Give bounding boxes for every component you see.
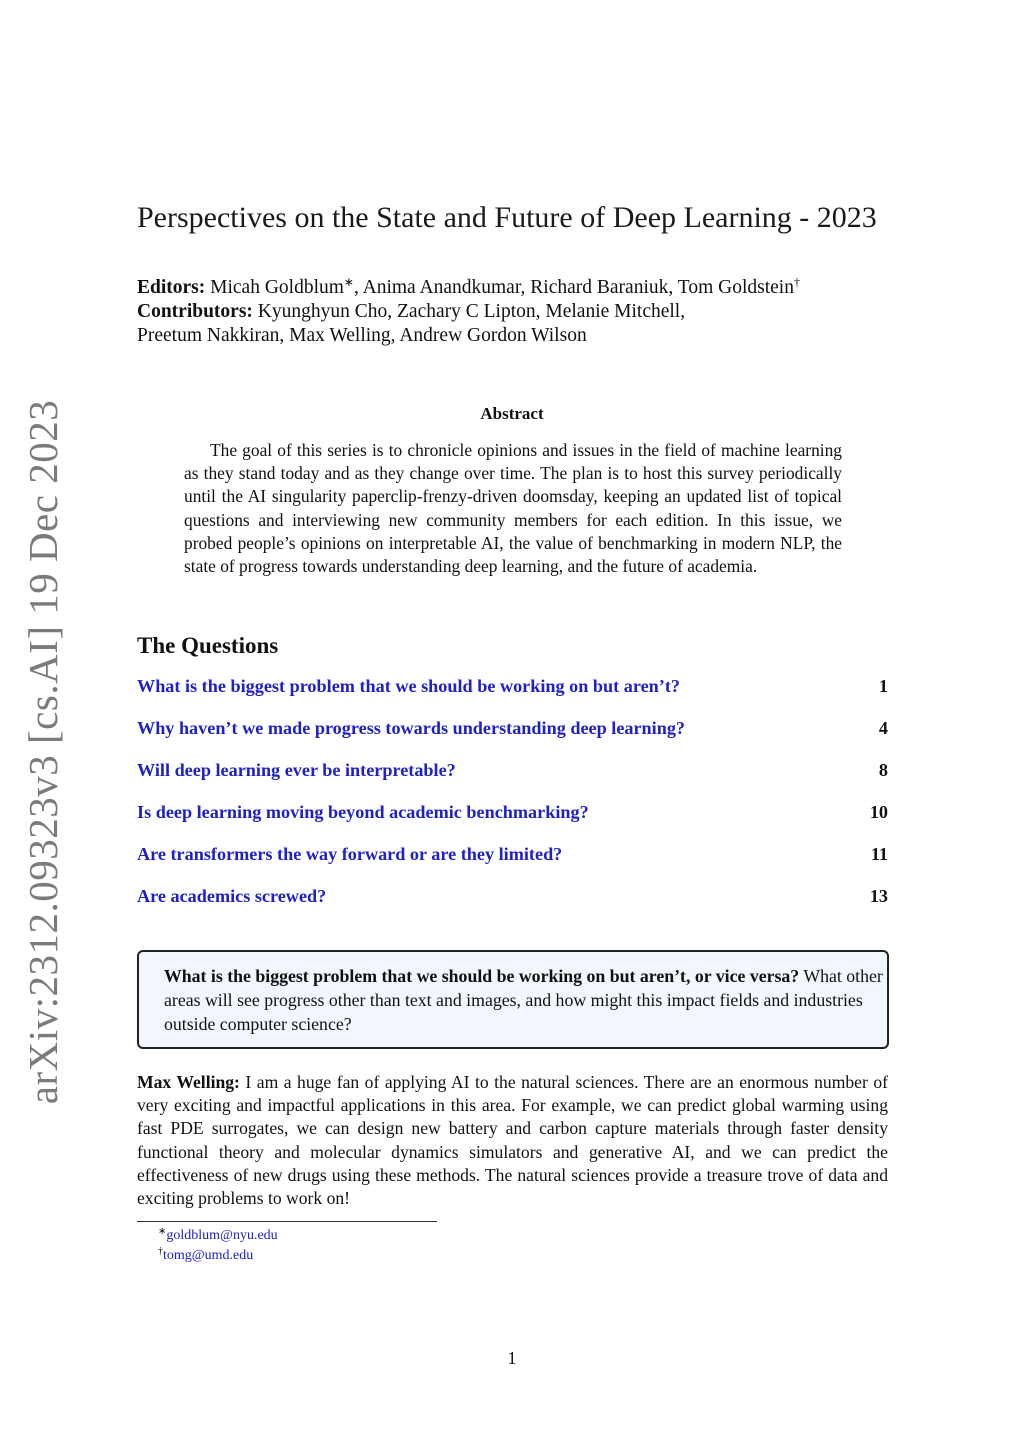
toc-page-number: 4 [878, 718, 888, 738]
footnote-rule [137, 1221, 437, 1222]
paper-title: Perspectives on the State and Future of Deep Learning - 2023 [137, 201, 877, 234]
toc-page-number: 13 [869, 886, 888, 906]
footnote-email-link[interactable]: tomg@umd.edu [163, 1248, 254, 1263]
question-box [137, 950, 889, 1049]
abstract-heading: Abstract [480, 404, 544, 423]
editors-label: Editors: [137, 277, 206, 298]
contributors-line [137, 300, 897, 324]
answer-text: I am a huge fan of applying AI to the natural sciences. There are an enormous number of very exciting and impactful applications in this area. For example, we can predict global warming using fast PDE surrogates, we can design new battery and carbon capture materials through faster density functional theory and molecular dynamics simulators and generative AI, and we can predict the effectiveness of new drugs using these methods. The natural sciences provide a treasure trove of data and exciting problems to work on! [137, 1072, 888, 1209]
contributors-label: Contributors: [137, 301, 253, 322]
toc-page-number: 8 [878, 760, 888, 780]
toc-row [137, 718, 888, 760]
editor-footnote-mark-1[interactable]: ∗ [343, 275, 354, 289]
footnote-email-link[interactable]: goldblum@nyu.edu [166, 1228, 278, 1243]
footnote-1 [158, 1226, 278, 1246]
toc-page-number: 1 [878, 676, 888, 696]
editors-names-rest: , Anima Anandkumar, Richard Baraniuk, Tom Goldstein [353, 277, 794, 298]
editor-footnote-mark-2[interactable]: † [793, 275, 800, 289]
questions-heading: The Questions [137, 633, 279, 658]
contributors-names-2: Preetum Nakkiran, Max Welling, Andrew Gordon Wilson [137, 325, 587, 346]
toc-row [137, 760, 888, 802]
footnote-2 [158, 1246, 278, 1266]
contributors-names-1: Kyunghyun Cho, Zachary C Lipton, Melanie Mitchell, [257, 301, 686, 322]
questions-toc [137, 676, 888, 928]
toc-link[interactable]: Why haven’t we made progress towards understanding deep learning? [137, 718, 686, 738]
arxiv-stamp: arXiv:2312.09323v3 [cs.AI] 19 Dec 2023 [20, 399, 66, 1105]
toc-row [137, 886, 888, 928]
toc-row [137, 802, 888, 844]
footnote-mark: ∗ [158, 1226, 167, 1237]
toc-page-number: 11 [870, 844, 888, 864]
abstract-text: The goal of this series is to chronicle opinions and issues in the field of machine learning as they stand today and as they change over time. The plan is to host this survey periodically until the AI singularity paperclip-frenzy-driven doomsday, keeping an updated list of topical questions and interviewing new community members for each edition. In this issue, we probed people’s opinions on interpretable AI, the value of benchmarking in modern NLP, the state of progress towards understanding deep learning, and the future of academia. [184, 440, 842, 577]
page-number: 1 [507, 1348, 517, 1368]
answer-paragraph [137, 1071, 888, 1210]
toc-link[interactable]: Is deep learning moving beyond academic benchmarking? [137, 802, 589, 822]
toc-row [137, 844, 888, 886]
toc-link[interactable]: Are transformers the way forward or are they limited? [137, 844, 563, 864]
editors-line [137, 276, 897, 300]
toc-link[interactable]: Are academics screwed? [137, 886, 327, 906]
footnote-mark: † [158, 1246, 163, 1257]
footnotes [158, 1226, 278, 1266]
toc-link[interactable]: Will deep learning ever be interpretable? [137, 760, 456, 780]
question-box-bold: What is the biggest problem that we should be working on but aren’t, or vice versa? [164, 966, 800, 986]
editors-name-1: Micah Goldblum [210, 277, 344, 298]
answer-speaker: Max Welling: [137, 1072, 240, 1092]
question-box-rest: What other areas will see progress other than text and images, and how might this impact fields and industries outside computer science? [164, 966, 883, 1034]
toc-row [137, 676, 888, 718]
toc-link[interactable]: What is the biggest problem that we should be working on but aren’t? [137, 676, 680, 696]
toc-page-number: 10 [869, 802, 888, 822]
byline [137, 276, 897, 348]
